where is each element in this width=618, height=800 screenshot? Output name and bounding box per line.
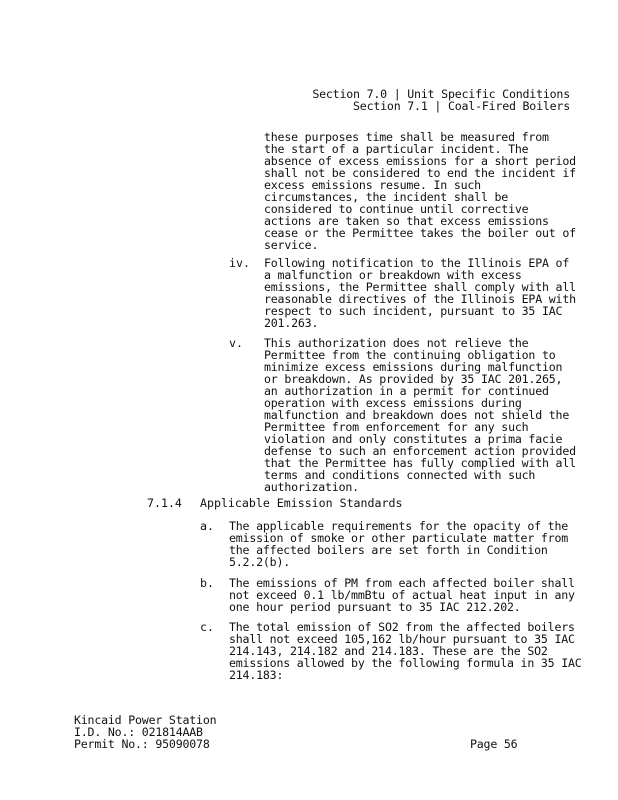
text-line: not exceed 0.1 lb/mmBtu of actual heat input in any [229, 588, 575, 602]
text-line: defense to such an enforcement action provided [264, 444, 576, 458]
text-line: violation and only constitutes a prima facie [264, 432, 563, 446]
text-line: authorization. [264, 480, 359, 494]
item-c-marker: c. [200, 620, 214, 634]
item-c-paragraph [229, 621, 582, 681]
item-v-paragraph [264, 337, 576, 493]
text-line: terms and conditions connected with such [264, 468, 536, 482]
item-a-marker: a. [200, 519, 214, 533]
text-line: The applicable requirements for the opacity of the [229, 519, 569, 533]
item-iv-paragraph [264, 257, 576, 329]
text-line: shall not exceed 105,162 lb/hour pursuant to 35 IAC [229, 632, 575, 646]
item-iv-marker: iv. [229, 256, 250, 270]
text-line: emission of smoke or other particulate matter from [229, 531, 569, 545]
text-line: excess emissions resume. In such [264, 178, 481, 192]
text-line: an authorization in a permit for continued [264, 384, 549, 398]
text-line: the affected boilers are set forth in Condition [229, 543, 548, 557]
footer-facility-name: Kincaid Power Station [74, 713, 217, 727]
item-a-paragraph [229, 520, 568, 568]
footer-id-number: I.D. No.: 021814AAB [74, 725, 203, 739]
section-title: Applicable Emission Standards [200, 496, 403, 510]
text-line: The emissions of PM from each affected boiler shall [229, 576, 575, 590]
text-line: respect to such incident, pursuant to 35 IAC [264, 304, 563, 318]
text-line: 201.263. [264, 316, 319, 330]
text-line: the start of a particular incident. The [264, 142, 529, 156]
text-line: that the Permittee has fully complied with all [264, 456, 576, 470]
item-v-marker: v. [229, 336, 243, 350]
text-line: 5.2.2(b). [229, 555, 291, 569]
text-line: 214.183: [229, 668, 284, 682]
header-section-line: Section 7.0 | Unit Specific Conditions [312, 87, 570, 101]
item-b-marker: b. [200, 576, 214, 590]
section-number: 7.1.4 [147, 496, 182, 510]
continuation-paragraph [264, 131, 576, 251]
text-line: reasonable directives of the Illinois EPA with [264, 292, 576, 306]
text-line: shall not be considered to end the incident if [264, 166, 576, 180]
text-line: a malfunction or breakdown with excess [264, 268, 522, 282]
header-subsection-line: Section 7.1 | Coal-Fired Boilers [353, 99, 570, 113]
footer-permit-number: Permit No.: 95090078 [74, 737, 210, 751]
text-line: Permittee from enforcement for any such [264, 420, 529, 434]
text-line: The total emission of SO2 from the affected boilers [229, 620, 575, 634]
text-line: cease or the Permittee takes the boiler out of [264, 226, 576, 240]
text-line: one hour period pursuant to 35 IAC 212.202. [229, 600, 521, 614]
text-line: operation with excess emissions during [264, 396, 522, 410]
text-line: minimize excess emissions during malfunction [264, 360, 563, 374]
text-line: these purposes time shall be measured from [264, 130, 549, 144]
text-line: considered to continue until corrective [264, 202, 529, 216]
text-line: or breakdown. As provided by 35 IAC 201.265, [264, 372, 563, 386]
text-line: malfunction and breakdown does not shield the [264, 408, 570, 422]
text-line: emissions, the Permittee shall comply with all [264, 280, 576, 294]
footer-page-number: Page 56 [470, 737, 518, 751]
text-line: circumstances, the incident shall be [264, 190, 509, 204]
text-line: service. [264, 238, 319, 252]
text-line: Permittee from the continuing obligation to [264, 348, 556, 362]
text-line: This authorization does not relieve the [264, 336, 529, 350]
text-line: emissions allowed by the following formula in 35 IAC [229, 656, 582, 670]
text-line: Following notification to the Illinois EPA of [264, 256, 570, 270]
item-b-paragraph [229, 577, 575, 613]
text-line: absence of excess emissions for a short period [264, 154, 576, 168]
text-line: actions are taken so that excess emissions [264, 214, 549, 228]
text-line: 214.143, 214.182 and 214.183. These are the SO2 [229, 644, 548, 658]
